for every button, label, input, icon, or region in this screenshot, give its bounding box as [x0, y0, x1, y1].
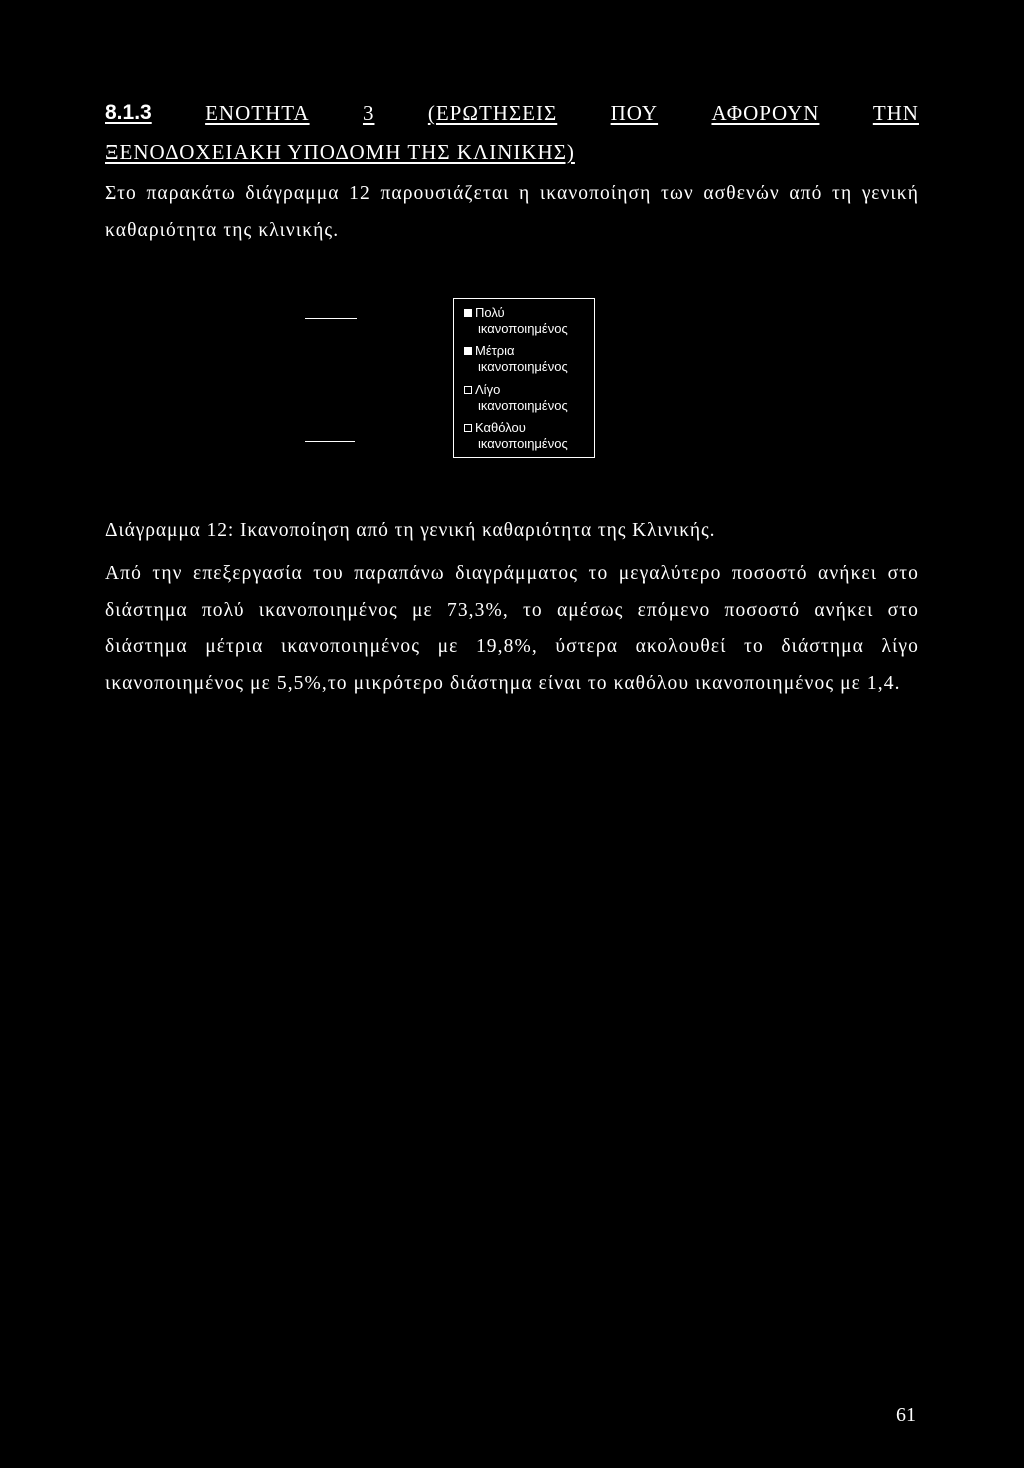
heading-word-aforoun: ΑΦΟΡΟΥΝ [711, 101, 820, 125]
chart-legend [453, 298, 595, 458]
heading-word-erotiseis: (ΕΡΩΤΗΣΕΙΣ [427, 101, 558, 125]
chart-line-top [305, 318, 357, 319]
intro-paragraph: Στο παρακάτω διάγραμμα 12 παρουσιάζεται η ικανοποίηση των ασθενών από τη γενική καθαριότητα της κλινικής. [105, 183, 919, 241]
section-number: 8.1.3 [105, 101, 152, 124]
legend-swatch-empty-icon [464, 386, 472, 394]
chart-caption: Διάγραμμα 12: Ικανοποίηση από τη γενική καθαριότητα της Κλινικής. [105, 520, 716, 541]
legend-item-katholou: Καθόλου ικανοποιημένος [464, 420, 568, 452]
page-number: 61 [896, 1404, 916, 1426]
heading-word-tin: ΤΗΝ [872, 101, 919, 125]
legend-swatch-filled-icon [464, 309, 472, 317]
legend-item-poly: Πολύ ικανοποιημένος [464, 305, 568, 337]
section-heading-line-2: ΞΕΝΟΔΟΧΕΙΑΚΗ ΥΠΟΔΟΜΗ ΤΗΣ ΚΛΙΝΙΚΗΣ) [105, 140, 575, 164]
legend-swatch-empty-icon [464, 424, 472, 432]
legend-item-ligo: Λίγο ικανοποιημένος [464, 382, 568, 414]
analysis-paragraph: Από την επεξεργασία του παραπάνω διαγράμματος το μεγαλύτερο ποσοστό ανήκει στο διάστημα πολύ ικανοποιημένος με 73,3%, το αμέσως επόμενο ποσοστό ανήκει στο διάστημα μέτρια ικανοποιημένος με 19,8%, ύστερα ακολουθεί το διάστημα λίγο ικανοποιημένος με 5,5%,το μικρότερο διάστημα είναι το καθόλου ικανοποιημένος με 1,4. [105, 563, 919, 694]
heading-word-pou: ΠΟΥ [610, 101, 659, 125]
chart-line-bottom [305, 441, 355, 442]
section-heading-line-1 [105, 101, 919, 126]
legend-item-metria: Μέτρια ικανοποιημένος [464, 343, 568, 375]
legend-swatch-filled-icon [464, 347, 472, 355]
heading-word-enotita: ΕΝΟΤΗΤΑ [205, 101, 310, 125]
heading-word-number: 3 [362, 101, 375, 125]
